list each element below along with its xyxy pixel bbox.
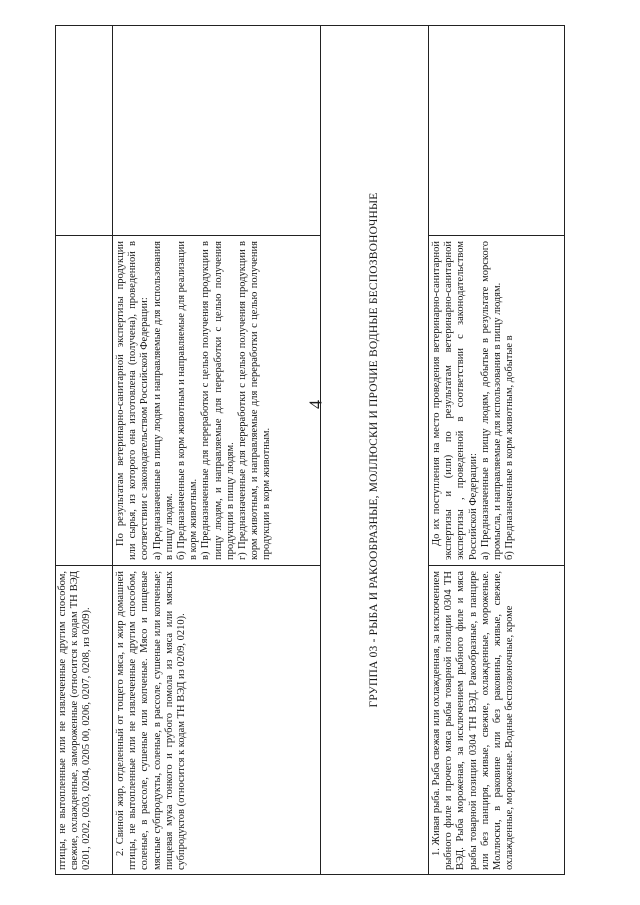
row3-condition-a: а) Предназначенные в пищу людям, добытые в результате морского промысла, и направляемые для использования в пищу людям. <box>479 241 504 560</box>
row1-description-text: птицы, не вытопленные или не извлеченные другим способом, свежие, охлажденные, замороженные (относится к кодам ТН ВЭД 0201, 0202, 0203, 0204, 0205 00, 0206, 0207, 0208, из 0209). <box>57 571 93 870</box>
row3-description-text: 1. Живая рыба. Рыба свежая или охлажденная, за исключением рыбного филе и прочего мяса рыбы товарной позиции 0304 ТН ВЭД. Рыба мороженая, за исключением рыбного филе и мяса рыбы товарной позиции 0304 ТН ВЭД. Ракообразные, в панцире или без панциря, живые, свежие, охлажденные, мороженые. Моллюски, в раковине или без раковины, живые, свежие, охлажденные, мороженые. Водные беспозвоночные, кроме <box>431 571 516 870</box>
row3-description <box>429 565 565 875</box>
row3-conditions-intro: До их поступления на место проведения ветеринарно-санитарной экспертизы и (или) по результатам ветеринарно-санитарной экспертизы , проведенной в соответствии с законодательством Российской Федерации: <box>431 241 479 560</box>
row1-notes <box>55 25 112 235</box>
table-row <box>55 25 113 875</box>
row3-condition-b: б) Предназначенные в корм животным, добытые в <box>504 335 516 560</box>
group-title: ГРУППА 03 - РЫБА И РАКООБРАЗНЫЕ, МОЛЛЮСКИ И ПРОЧИЕ ВОДНЫЕ БЕСПОЗВОНОЧНЫЕ <box>368 192 380 708</box>
row2-condition-g: г) Предназначенные для переработки с целью получения продукции в корм животным, и направляемые для переработки с целью получения продукции в корм животным. <box>237 241 273 560</box>
row2-description-text: 2. Свиной жир, отделенный от тощего мяса, и жир домашней птицы, не вытопленные или не извлеченные другим способом, соленые, в рассоле, сушеные или копченые. Мясо и пищевые мясные субпродукты, соленые, в рассоле, сушеные или копченые; пищевая мука тонкого и грубого помола из мяса или мясных субпродуктов (относится к кодам ТН ВЭД из 0209, 0210). <box>115 571 188 870</box>
document-table <box>55 25 565 875</box>
row3-notes <box>429 25 565 235</box>
row2-description <box>113 565 320 875</box>
row2-conditions-intro: По результатам ветеринарно-санитарной экспертизы продукции или сырья, из которого она изготовлена (получена), проведенной в соответствии с законодательством Российской Федерации: <box>115 241 151 560</box>
row1-description <box>55 565 112 875</box>
row2-condition-a: а) Предназначенные в пищу людям и направляемые для использования в пищу людям. <box>151 241 175 560</box>
group-row <box>321 25 429 875</box>
row3-conditions <box>429 235 565 565</box>
row1-conditions <box>55 235 112 565</box>
row2-notes <box>113 25 320 235</box>
row2-condition-b: б) Предназначенные в корм животным и направляемые для реализации в корм животным. <box>176 241 200 560</box>
row2-condition-v: в) Предназначенные для переработки с целью получения продукции в пищу людям, и направляемые для переработки с целью получения продукции в пищу людям. <box>200 241 236 560</box>
table-row <box>429 25 565 875</box>
table-row <box>113 25 321 875</box>
row2-conditions <box>113 235 320 565</box>
page-number: 4 <box>305 400 326 409</box>
